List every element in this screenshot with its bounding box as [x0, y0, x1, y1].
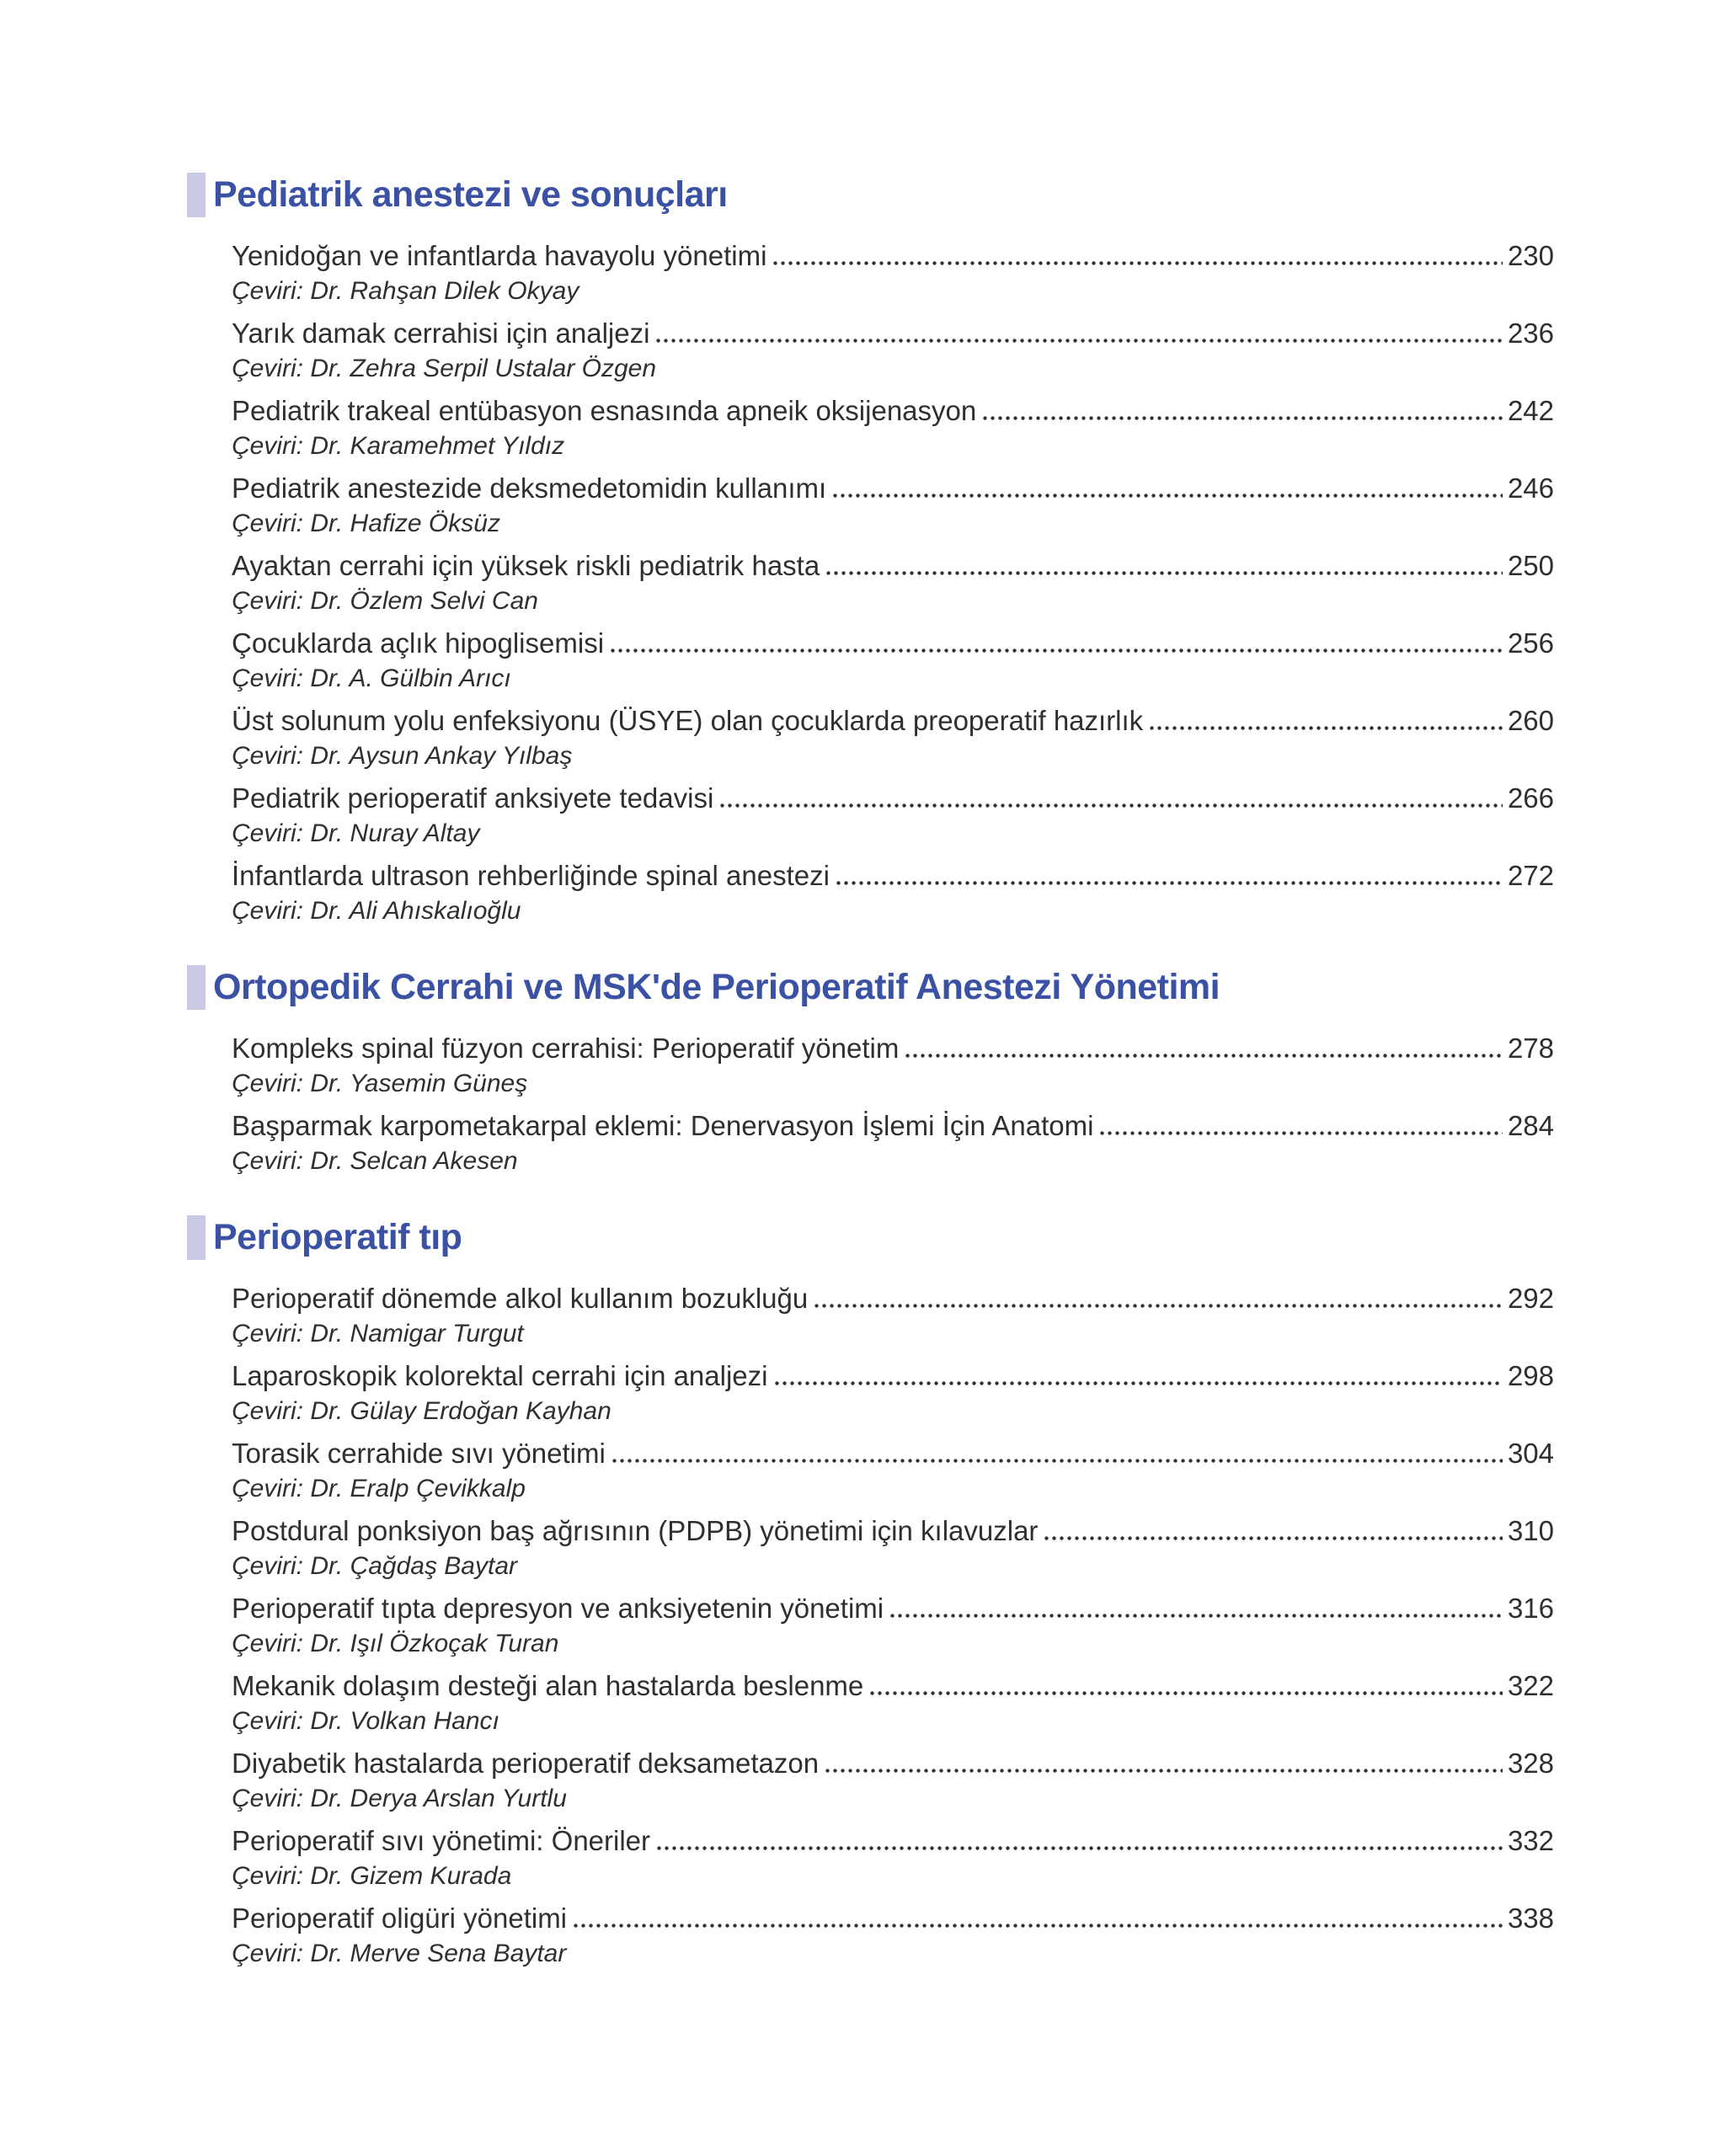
entry-title: Ayaktan cerrahi için yüksek riskli pediatrik hasta: [232, 550, 820, 581]
entry-title-row: [232, 1437, 1554, 1470]
entry-title: Üst solunum yolu enfeksiyonu (ÜSYE) olan çocuklarda preoperatif hazırlık: [232, 705, 1144, 736]
entry-translator: Çeviri: Dr. Zehra Serpil Ustalar Özgen: [232, 355, 657, 382]
entry-page-number: 230: [1507, 240, 1554, 271]
entry-page-number: 322: [1507, 1670, 1554, 1701]
toc-entry: [232, 859, 1554, 926]
entry-page-number: 236: [1507, 318, 1554, 349]
entry-translator: Çeviri: Dr. Özlem Selvi Can: [232, 587, 538, 615]
section-heading-bar: [187, 173, 206, 217]
entry-title-row: [232, 317, 1554, 350]
toc-entry: [232, 1282, 1554, 1349]
toc-entry: [232, 1747, 1554, 1814]
entry-title: Perioperatif tıpta depresyon ve anksiyetenin yönetimi: [232, 1593, 884, 1624]
entry-title: Pediatrik perioperatif anksiyete tedavisi: [232, 782, 714, 814]
entry-page-number: 284: [1507, 1110, 1554, 1141]
entry-translator: Çeviri: Dr. A. Gülbin Arıcı: [232, 664, 511, 692]
section-heading: [187, 173, 1554, 217]
entry-title: Perioperatif sıvı yönetimi: Öneriler: [232, 1825, 651, 1856]
entry-list: [232, 239, 1554, 926]
entry-title: Yenidoğan ve infantlarda havayolu yönetimi: [232, 240, 767, 271]
dot-leader: [1044, 1536, 1503, 1541]
entry-page-number: 298: [1507, 1360, 1554, 1391]
entry-title-row: [232, 1669, 1554, 1702]
entry-translator: Çeviri: Dr. Namigar Turgut: [232, 1320, 524, 1348]
dot-leader: [826, 571, 1503, 576]
entry-title-row: [232, 1902, 1554, 1935]
entry-translator: Çeviri: Dr. Rahşan Dilek Okyay: [232, 277, 579, 305]
entry-title-row: [232, 1747, 1554, 1780]
entry-translator: Çeviri: Dr. Eralp Çevikkalp: [232, 1475, 526, 1502]
entry-translator: Çeviri: Dr. Gülay Erdoğan Kayhan: [232, 1397, 611, 1425]
entry-page-number: 332: [1507, 1825, 1554, 1856]
entry-title: Laparoskopik kolorektal cerrahi için analjezi: [232, 1360, 768, 1391]
entry-page-number: 256: [1507, 627, 1554, 659]
entry-translator: Çeviri: Dr. Ali Ahıskalıoğlu: [232, 897, 521, 925]
dot-leader: [905, 1054, 1503, 1059]
entry-title: Perioperatif oligüri yönetimi: [232, 1903, 568, 1934]
entry-page-number: 260: [1507, 705, 1554, 736]
entry-title-row: [232, 627, 1554, 659]
dot-leader: [814, 1304, 1503, 1309]
toc-entry: [232, 782, 1554, 849]
toc-entry: [232, 1032, 1554, 1099]
section-heading-label: Pediatrik anestezi ve sonuçları: [213, 174, 728, 215]
dot-leader: [833, 494, 1503, 499]
section-heading: [187, 965, 1554, 1010]
entry-title: Pediatrik anestezide deksmedetomidin kullanımı: [232, 472, 827, 504]
dot-leader: [825, 1769, 1503, 1774]
toc-entry: [232, 549, 1554, 616]
entry-page-number: 328: [1507, 1748, 1554, 1779]
entry-page-number: 304: [1507, 1438, 1554, 1469]
dot-leader: [657, 1846, 1503, 1851]
entry-title-row: [232, 782, 1554, 814]
dot-leader: [775, 1381, 1503, 1386]
entry-list: [232, 1032, 1554, 1177]
toc-entry: [232, 1109, 1554, 1177]
dot-leader: [574, 1924, 1503, 1929]
section-heading-bar: [187, 1215, 206, 1260]
dot-leader: [836, 881, 1503, 886]
entry-page-number: 250: [1507, 550, 1554, 581]
entry-translator: Çeviri: Dr. Selcan Akesen: [232, 1147, 518, 1175]
entry-translator: Çeviri: Dr. Yasemin Güneş: [232, 1070, 528, 1097]
toc-entry: [232, 394, 1554, 462]
entry-title: Postdural ponksiyon baş ağrısının (PDPB) yönetimi için kılavuzlar: [232, 1515, 1039, 1546]
toc-section: [187, 1215, 1554, 1969]
entry-page-number: 272: [1507, 860, 1554, 891]
entry-page-number: 292: [1507, 1283, 1554, 1314]
entry-translator: Çeviri: Dr. Aysun Ankay Yılbaş: [232, 742, 573, 770]
entry-title-row: [232, 394, 1554, 427]
entry-title-row: [232, 1032, 1554, 1065]
entry-title-row: [232, 239, 1554, 272]
toc-section: [187, 173, 1554, 926]
entry-title: Başparmak karpometakarpal eklemi: Denervasyon İşlemi İçin Anatomi: [232, 1110, 1094, 1141]
toc-entry: [232, 1824, 1554, 1892]
section-heading: [187, 1215, 1554, 1260]
toc-entry: [232, 239, 1554, 307]
entry-title-row: [232, 704, 1554, 737]
section-heading-bar: [187, 965, 206, 1010]
toc-entry: [232, 317, 1554, 384]
entry-page-number: 310: [1507, 1515, 1554, 1546]
dot-leader: [611, 648, 1503, 654]
entry-title-row: [232, 1359, 1554, 1392]
toc-entry: [232, 1669, 1554, 1737]
toc-entry: [232, 1359, 1554, 1427]
entry-title: Diyabetik hastalarda perioperatif deksametazon: [232, 1748, 820, 1779]
entry-title: Pediatrik trakeal entübasyon esnasında apneik oksijenasyon: [232, 395, 977, 426]
section-heading-label: Perioperatif tıp: [213, 1217, 462, 1257]
dot-leader: [612, 1459, 1503, 1464]
entry-page-number: 242: [1507, 395, 1554, 426]
entry-translator: Çeviri: Dr. Karamehmet Yıldız: [232, 432, 565, 460]
toc-entry: [232, 627, 1554, 694]
dot-leader: [720, 803, 1503, 808]
dot-leader: [870, 1691, 1503, 1696]
entry-title-row: [232, 1282, 1554, 1315]
entry-translator: Çeviri: Dr. Nuray Altay: [232, 819, 480, 847]
entry-translator: Çeviri: Dr. Çağdaş Baytar: [232, 1552, 517, 1580]
toc-entry: [232, 1902, 1554, 1969]
entry-title-row: [232, 1824, 1554, 1857]
dot-leader: [1100, 1131, 1503, 1136]
entry-title: İnfantlarda ultrason rehberliğinde spinal anestezi: [232, 860, 830, 891]
dot-leader: [890, 1614, 1503, 1619]
dot-leader: [656, 339, 1503, 344]
entry-translator: Çeviri: Dr. Merve Sena Baytar: [232, 1940, 567, 1967]
toc-section: [187, 965, 1554, 1177]
dot-leader: [1150, 726, 1503, 731]
entry-title: Yarık damak cerrahisi için analjezi: [232, 318, 650, 349]
toc-entry: [232, 472, 1554, 539]
entry-page-number: 316: [1507, 1593, 1554, 1624]
entry-title: Perioperatif dönemde alkol kullanım bozukluğu: [232, 1283, 809, 1314]
entry-title-row: [232, 549, 1554, 582]
toc-entry: [232, 1592, 1554, 1659]
toc-entry: [232, 1514, 1554, 1582]
entry-list: [232, 1282, 1554, 1969]
entry-page-number: 246: [1507, 472, 1554, 504]
entry-translator: Çeviri: Dr. Işıl Özkoçak Turan: [232, 1630, 559, 1657]
entry-title: Çocuklarda açlık hipoglisemisi: [232, 627, 605, 659]
entry-title-row: [232, 1109, 1554, 1142]
section-heading-label: Ortopedik Cerrahi ve MSK'de Perioperatif Anestezi Yönetimi: [213, 967, 1220, 1007]
dot-leader: [773, 261, 1503, 266]
entry-translator: Çeviri: Dr. Derya Arslan Yurtlu: [232, 1785, 567, 1812]
entry-title: Kompleks spinal füzyon cerrahisi: Perioperatif yönetim: [232, 1033, 900, 1064]
entry-title-row: [232, 1514, 1554, 1547]
entry-title-row: [232, 859, 1554, 892]
entry-title: Torasik cerrahide sıvı yönetimi: [232, 1438, 606, 1469]
entry-title: Mekanik dolaşım desteği alan hastalarda beslenme: [232, 1670, 864, 1701]
entry-translator: Çeviri: Dr. Gizem Kurada: [232, 1862, 512, 1890]
dot-leader: [983, 416, 1503, 421]
entry-title-row: [232, 472, 1554, 504]
entry-title-row: [232, 1592, 1554, 1625]
toc-entry: [232, 704, 1554, 771]
toc-entry: [232, 1437, 1554, 1504]
entry-page-number: 266: [1507, 782, 1554, 814]
entry-translator: Çeviri: Dr. Volkan Hancı: [232, 1707, 499, 1735]
entry-page-number: 278: [1507, 1033, 1554, 1064]
entry-page-number: 338: [1507, 1903, 1554, 1934]
entry-translator: Çeviri: Dr. Hafize Öksüz: [232, 510, 500, 537]
